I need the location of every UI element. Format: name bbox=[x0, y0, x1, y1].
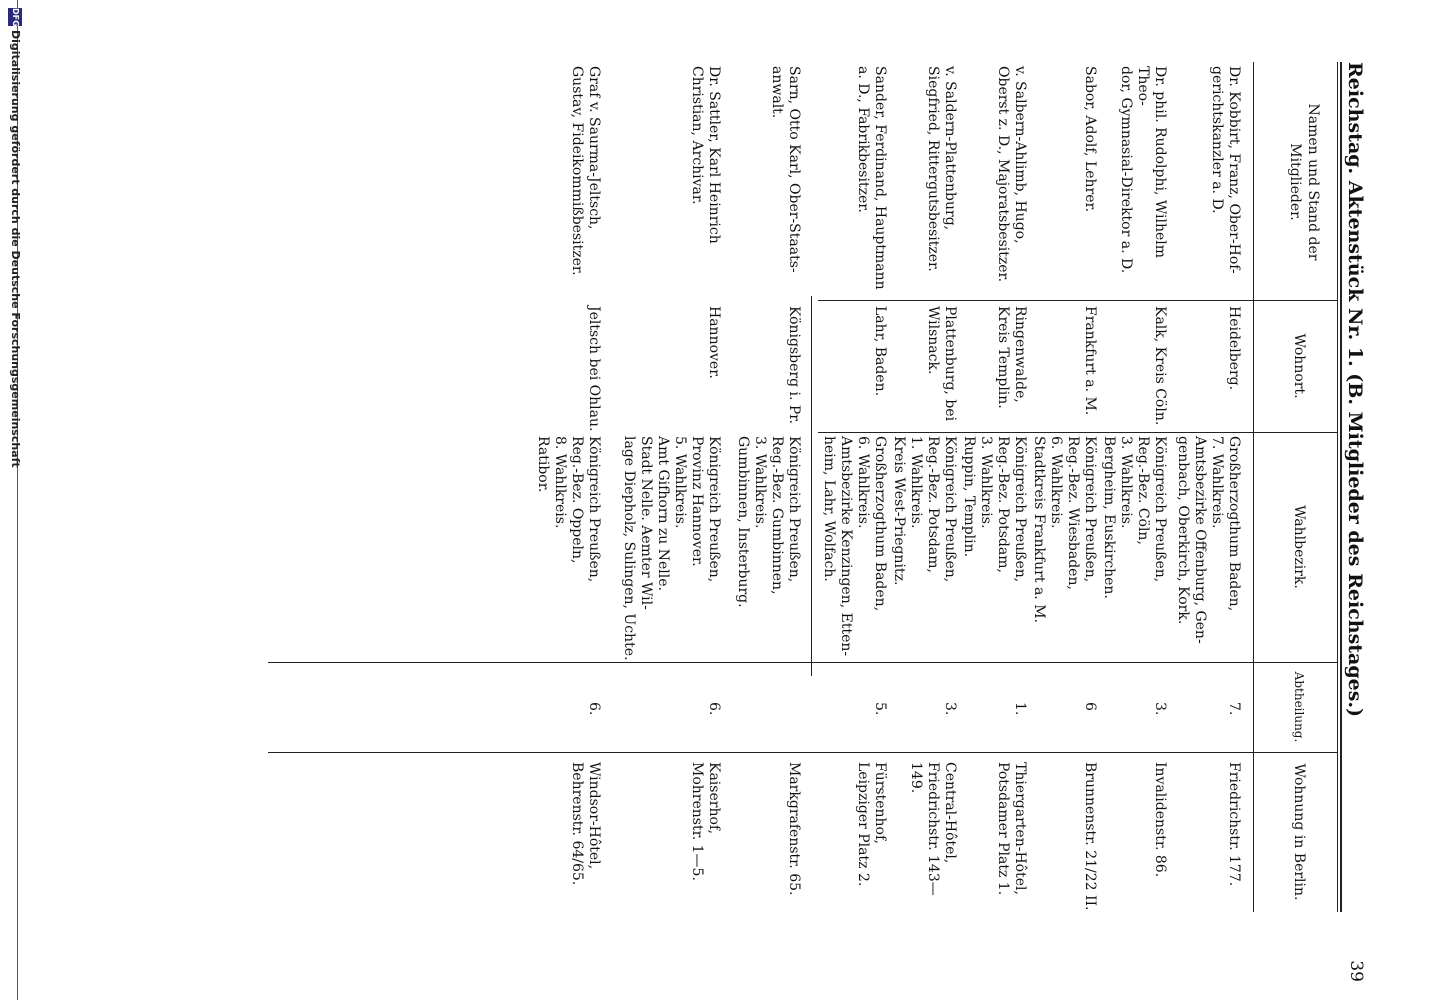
row-9-name: Graf v. Saurma-Jeltsch, Gustav, Fideikommißbesitzer. bbox=[569, 66, 602, 276]
row-5-name: v. Saldern-Plattenburg, Siegfried, Rittergutsbesitzer. bbox=[925, 66, 958, 272]
row-4-residence: Ringenwalde, Kreis Templin. bbox=[995, 306, 1028, 409]
row-4-division: 1. bbox=[1012, 702, 1028, 716]
row-9-residence: Jeltsch bei Ohlau. bbox=[586, 306, 602, 432]
row-3-division: 6 bbox=[1082, 702, 1098, 711]
row-9-division: 6. bbox=[586, 702, 602, 716]
col-rule-4 bbox=[268, 752, 1338, 753]
col-header-residence: Wohnort. bbox=[1291, 333, 1307, 399]
row-separator bbox=[811, 296, 812, 676]
row-8-berlin: Kaiserhof, Mohrenstr. 1—5. bbox=[689, 762, 722, 881]
page-number: 39 bbox=[1346, 960, 1366, 982]
row-1-berlin: Friedrichstr. 177. bbox=[1226, 762, 1242, 887]
row-7-berlin: Markgrafenstr. 65. bbox=[786, 762, 802, 896]
row-2-berlin: Invalidenstr. 86. bbox=[1152, 762, 1168, 878]
row-6-berlin: Fürstenhof, Leipziger Platz 2. bbox=[855, 762, 888, 887]
col-header-district: Wahlbezirk. bbox=[1291, 505, 1307, 589]
row-1-district: Großherzogthum Baden, 7. Wahlkreis. Amtsbezirke Offenburg, Gen- genbach, Oberkirch, Kork. bbox=[1175, 436, 1242, 644]
dfg-logo-icon: DFG bbox=[8, 8, 22, 26]
row-7-district: Königreich Preußen, Reg.-Bez. Gumbinnen, 3. Wahlkreis. Gumbinnen, Insterburg. bbox=[735, 436, 802, 608]
row-1-name: Dr. Kobbirt, Franz, Ober-Hof- gerichtskanzler a. D. bbox=[1209, 66, 1242, 274]
row-4-berlin: Thiergarten-Hôtel, Potsdamer Platz 1. bbox=[995, 762, 1028, 896]
row-5-division: 3. bbox=[942, 702, 958, 716]
row-3-district: Königreich Preußen, Reg.-Bez. Wiesbaden, 6. Wahlkreis. Stadtkreis Frankfurt a. M. bbox=[1031, 436, 1098, 623]
row-4-name: v. Salbern-Ahlimb, Hugo, Oberst z. D., Majoratsbesitzer. bbox=[995, 66, 1028, 283]
digitization-footer bbox=[2, 0, 28, 1000]
row-3-residence: Frankfurt a. M. bbox=[1082, 306, 1098, 416]
row-8-division: 6. bbox=[706, 702, 722, 716]
row-2-residence: Kalk, Kreis Cöln. bbox=[1152, 306, 1168, 426]
row-2-division: 3. bbox=[1152, 702, 1168, 716]
row-1-residence: Heidelberg. bbox=[1226, 306, 1242, 391]
row-6-name: Sander, Ferdinand, Hauptmann a. D., Fabrikbesitzer. bbox=[855, 66, 888, 290]
row-7-residence: Königsberg i. Pr. bbox=[786, 306, 802, 424]
row-3-berlin: Brunnenstr. 21/22 II. bbox=[1082, 762, 1098, 911]
row-5-berlin: Central-Hôtel, Friedrichstr. 143—149. bbox=[908, 762, 958, 896]
table-top-rule bbox=[1340, 62, 1342, 912]
row-9-district: Königreich Preußen, Reg.-Bez. Oppeln, 8. Wahlkreis. Ratibor. bbox=[535, 436, 602, 583]
col-header-name: Namen und Stand der Mitglieder. bbox=[1287, 103, 1321, 261]
row-2-district: Königreich Preußen, Reg.-Bez. Cöln, 3. Wahlkreis. Bergheim, Euskirchen. bbox=[1101, 436, 1168, 599]
col-header-berlin: Wohnung in Berlin. bbox=[1291, 763, 1307, 901]
row-5-residence: Plattenburg, bei Wilsnack. bbox=[925, 306, 958, 422]
row-9-berlin: Windsor-Hôtel, Behrenstr. 64/65. bbox=[569, 762, 602, 886]
table-header-rule bbox=[1253, 62, 1254, 912]
digitization-credit: Digitalisierung gefördert durch die Deutsche Forschungsgemeinschaft bbox=[9, 30, 22, 468]
col-rule-2 bbox=[818, 432, 1338, 433]
row-3-name: Sabor, Adolf, Lehrer. bbox=[1082, 66, 1098, 213]
row-6-district: Großherzogthum Baden, 6. Wahlkreis. Amtsbezirke Kenzingen, Etten- heim, Lahr, Wolfach. bbox=[821, 436, 888, 657]
row-6-residence: Lahr, Baden. bbox=[872, 306, 888, 397]
row-8-name: Dr. Sattler, Karl Heinrich Christian, Archivar. bbox=[689, 66, 722, 244]
row-1-division: 7. bbox=[1226, 702, 1242, 716]
row-8-residence: Hannover. bbox=[706, 306, 722, 379]
col-rule-3 bbox=[268, 662, 1338, 663]
page-title: Reichstag. Aktenstück Nr. 1. (B. Mitglieder des Reichstages.) bbox=[1344, 62, 1366, 718]
row-2-name: Dr. phil. Rudolphi, Wilhelm Theo- dor, Gymnasial-Direktor a. D. bbox=[1118, 66, 1168, 274]
row-4-district: Königreich Preußen, Reg.-Bez. Potsdam, 3. Wahlkreis. Ruppin, Templin. bbox=[961, 436, 1028, 583]
row-7-name: Sarn, Otto Karl, Ober-Staats- anwalt. bbox=[769, 66, 802, 273]
members-table bbox=[272, 62, 1342, 912]
col-rule-1 bbox=[818, 300, 1338, 301]
row-8-district: Königreich Preußen, Provinz Hannover. 5. Wahlkreis. Amt Gifhorn zu Nelle. Stadt Nelle. Aemter Wil- lage Diepholz, Sulingen, Uchte. bbox=[621, 436, 722, 661]
col-header-division: Abtheilung. bbox=[1292, 671, 1306, 743]
row-6-division: 5. bbox=[872, 702, 888, 716]
table-top-rule-thin bbox=[1337, 62, 1338, 912]
row-5-district: Königreich Preußen, Reg.-Bez. Potsdam, 1. Wahlkreis. Kreis West-Priegnitz. bbox=[891, 436, 958, 586]
